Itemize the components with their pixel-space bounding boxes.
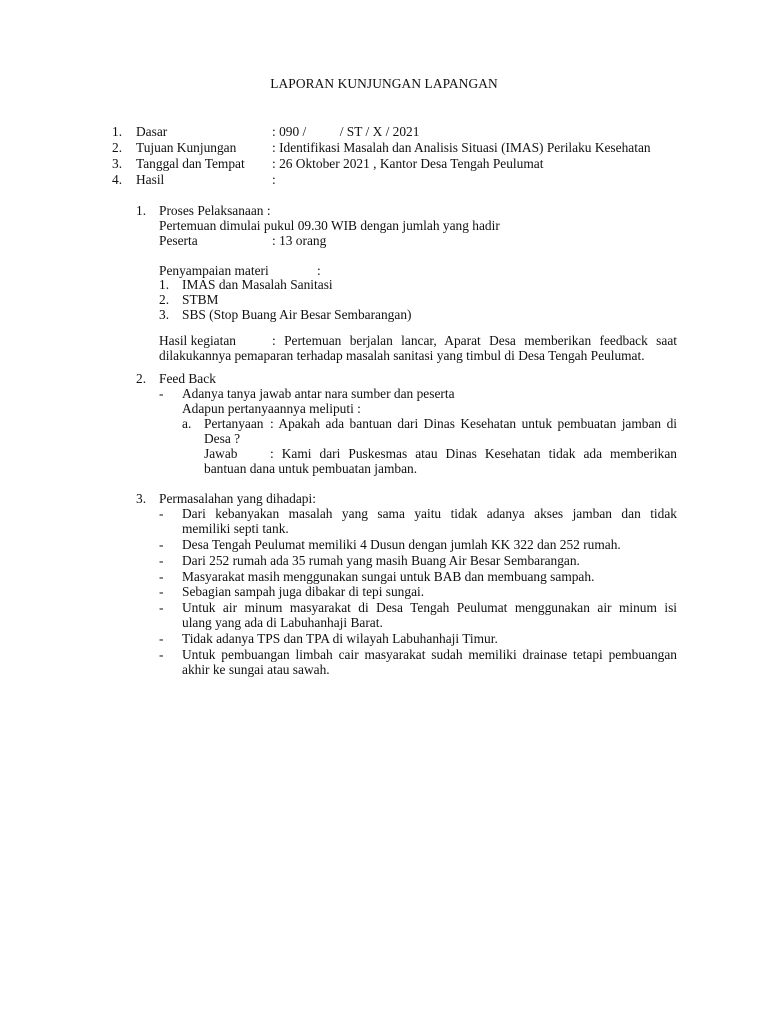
list-item: STBM <box>182 292 219 307</box>
list-item-num: 1. <box>159 277 170 292</box>
list-item: SBS (Stop Buang Air Besar Sembarangan) <box>182 307 412 322</box>
bullet-text: Untuk pembuangan limbah cair masyarakat sudah memiliki drainase tetapi pembuangan <box>182 647 677 662</box>
section-heading: Feed Back <box>159 371 216 386</box>
bullet-dash: - <box>159 600 164 615</box>
bullet-dash: - <box>159 647 164 662</box>
bullet-text: Sebagian sampah juga dibakar di tepi sungai. <box>182 584 425 599</box>
header-item-value: : 26 Oktober 2021 , Kantor Desa Tengah Peulumat <box>272 156 544 171</box>
header-item-label: Tujuan Kunjungan <box>136 140 237 155</box>
header-item-value: : <box>272 172 276 187</box>
section-number: 2. <box>136 371 147 386</box>
bullet-dash: - <box>159 386 164 401</box>
question-text-cont: Desa ? <box>204 431 241 446</box>
list-item: IMAS dan Masalah Sanitasi <box>182 277 333 292</box>
bullet-text: Dari kebanyakan masalah yang sama yaitu tidak adanya akses jamban dan tidak <box>182 506 677 521</box>
answer-text-cont: bantuan dana untuk pembuatan jamban. <box>204 461 418 476</box>
list-item-num: 2. <box>159 292 170 307</box>
bullet-dash: - <box>159 569 164 584</box>
paragraph-line: Pertemuan dimulai pukul 09.30 WIB dengan jumlah yang hadir <box>159 218 500 233</box>
bullet-text: Adanya tanya jawab antar nara sumber dan peserta <box>182 386 455 401</box>
section-number: 1. <box>136 203 147 218</box>
header-item-label: Dasar <box>136 124 168 139</box>
list-item-num: 3. <box>159 307 170 322</box>
header-item-value: : 090 / / ST / X / 2021 <box>272 124 420 139</box>
header-item-value: : Identifikasi Masalah dan Analisis Situasi (IMAS) Perilaku Kesehatan <box>272 140 651 155</box>
bullet-text-cont: ulang yang ada di Labuhanhaji Barat. <box>182 615 383 630</box>
peserta-value: : 13 orang <box>272 233 327 248</box>
header-item-num: 1. <box>112 124 123 139</box>
hasil-label: Hasil kegiatan <box>159 333 236 348</box>
section-heading: Permasalahan yang dihadapi: <box>159 491 316 506</box>
qa-letter: a. <box>182 416 192 431</box>
bullet-text-cont: akhir ke sungai atau sawah. <box>182 662 330 677</box>
bullet-text: Tidak adanya TPS dan TPA di wilayah Labuhanhaji Timur. <box>182 631 498 646</box>
hasil-text: : Pertemuan berjalan lancar, Aparat Desa memberikan feedback saat <box>272 333 677 348</box>
bullet-dash: - <box>159 631 164 646</box>
question-label: Pertanyaan <box>204 416 264 431</box>
header-item-num: 2. <box>112 140 123 155</box>
materi-label: Penyampaian materi <box>159 263 269 278</box>
section-heading: Proses Pelaksanaan : <box>159 203 271 218</box>
bullet-text: Desa Tengah Peulumat memiliki 4 Dusun dengan jumlah KK 322 dan 252 rumah. <box>182 537 621 552</box>
header-item-num: 4. <box>112 172 123 187</box>
bullet-text: Masyarakat masih menggunakan sungai untuk BAB dan membuang sampah. <box>182 569 595 584</box>
section-number: 3. <box>136 491 147 506</box>
document-title: LAPORAN KUNJUNGAN LAPANGAN <box>270 76 498 91</box>
answer-text: : Kami dari Puskesmas atau Dinas Kesehatan tidak ada memberikan <box>270 446 677 461</box>
paragraph-line: Adapun pertanyaannya meliputi : <box>182 401 361 416</box>
header-item-label: Tanggal dan Tempat <box>136 156 245 171</box>
answer-label: Jawab <box>204 446 238 461</box>
hasil-text-cont: dilakukannya pemaparan terhadap masalah sanitasi yang timbul di Desa Tengah Peulumat. <box>159 348 645 363</box>
bullet-text-cont: memiliki septi tank. <box>182 521 289 536</box>
materi-colon: : <box>317 263 321 278</box>
question-text: : Apakah ada bantuan dari Dinas Kesehatan untuk pembuatan jamban di <box>270 416 677 431</box>
bullet-dash: - <box>159 584 164 599</box>
bullet-dash: - <box>159 553 164 568</box>
bullet-text: Untuk air minum masyarakat di Desa Tengah Peulumat menggunakan air minum isi <box>182 600 677 615</box>
bullet-text: Dari 252 rumah ada 35 rumah yang masih Buang Air Besar Sembarangan. <box>182 553 580 568</box>
header-item-num: 3. <box>112 156 123 171</box>
header-item-label: Hasil <box>136 172 165 187</box>
bullet-dash: - <box>159 537 164 552</box>
peserta-label: Peserta <box>159 233 198 248</box>
bullet-dash: - <box>159 506 164 521</box>
